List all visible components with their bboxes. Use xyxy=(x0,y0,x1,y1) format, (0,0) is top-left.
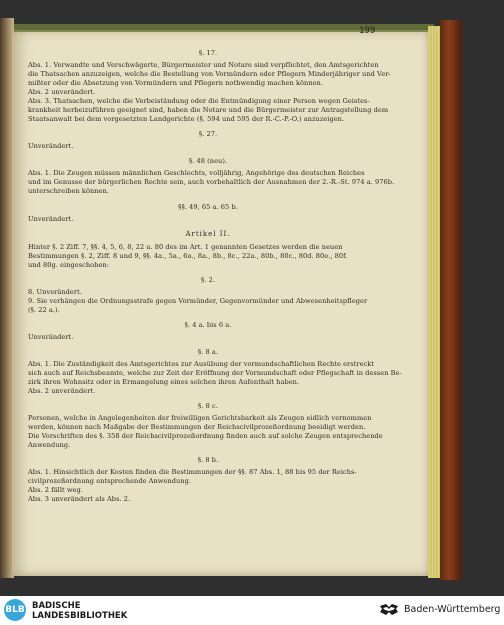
footer-bar xyxy=(0,596,504,625)
text-line: Unverändert. xyxy=(28,333,74,341)
text-line: die Thatsachen anzuzeigen, welche die Bestellung von Vormündern oder Pflegern Minderjähriger und Ver- xyxy=(28,70,391,78)
text-line: krankheit herbeizuführen geeignet sind, haben die Notare und die Bürgermeister zur Antragstellung dem xyxy=(28,106,389,114)
section-heading: §. 27. xyxy=(198,130,218,138)
text-line: 9. Sie verhängen die Ordnungsstrafe gegen Vormünder, Gegenvormünder und Abwesenheitspfleger xyxy=(28,297,368,305)
text-line: Die Vorschriften des §. 358 der Reichscivilprozeßordnung finden auch auf solche Zeugen entsprechende xyxy=(28,432,383,440)
bw-name[interactable]: Baden-Württemberg xyxy=(404,604,501,615)
section-heading: Artikel II. xyxy=(185,230,231,238)
section-heading: §. 8 b. xyxy=(197,456,219,464)
text-line: 8. Unverändert. xyxy=(28,288,82,296)
section-heading: §. 17. xyxy=(198,49,218,57)
text-line: mißter oder die Absetzung von Vormündern und Pflegern nothwendig machen können. xyxy=(28,79,324,87)
text-line: unterschreiben können. xyxy=(28,187,109,195)
text-line: und im Genusse der bürgerlichen Rechte sein, auch vorbehaltlich der Ausnahmen der 2.-R.-St. 974 a. 976b. xyxy=(28,178,395,186)
book-cover-edge xyxy=(440,20,462,580)
text-line: Abs. 2 fällt weg. xyxy=(28,486,83,494)
blb-name-line2: LANDESBIBLIOTHEK xyxy=(32,611,128,621)
section-heading: §. 8 c. xyxy=(198,402,218,410)
text-line: Abs. 1. Die Zuständigkeit des Amtsgerichtes zur Ausübung der vormundschaftlichen Rechte erstreckt xyxy=(28,360,375,368)
section-heading: §§. 49, 65 a. 65 b. xyxy=(178,203,238,211)
text-line: civilprozeßordnung entsprechende Anwendung. xyxy=(28,477,192,485)
text-line: Abs. 1. Verwandte und Verschwägerte, Bürgermeister und Notare sind verpflichtet, den Amtsgerichten xyxy=(28,61,379,69)
text-line: werden, können nach Maßgabe der Bestimmungen der Reichscivilprozeßordnung beeidigt werden. xyxy=(28,423,366,431)
text-line: Abs. 1. Die Zeugen müssen männlichen Geschlechts, volljährig, Angehörige des deutschen Reiches xyxy=(28,169,365,177)
bw-lions-icon[interactable] xyxy=(378,602,400,618)
text-line: zirk ihren Wohnsitz oder in Ermangelung eines solchen ihren Aufenthalt haben. xyxy=(28,378,300,386)
page-number: 199 xyxy=(359,26,376,36)
text-line: Abs. 2 unverändert. xyxy=(28,387,96,395)
text-line: Unverändert. xyxy=(28,142,74,150)
text-line: Staatsanwalt bei dem vorgesetzten Landgerichte (§. 594 und 595 der R.-C.-P.-O.) anzuzeigen. xyxy=(28,115,345,123)
section-heading: §. 48 (neu). xyxy=(188,157,228,165)
text-line: Abs. 3. Thatsachen, welche die Verbeiständung oder die Entmündigung einer Person wegen Geistes- xyxy=(28,97,370,105)
section-heading: §. 8 a. xyxy=(197,348,219,356)
text-line: sich auch auf Reichsbeamte, welche zur Zeit der Eröffnung der Vormundschaft oder Pflegschaft in dessen Be- xyxy=(28,369,402,377)
text-line: Abs. 2 unverändert. xyxy=(28,88,96,96)
text-line: Hinter §. 2 Ziff. 7, §§. 4, 5, 6, 8, 22 a. 80 des im Art. 1 genannten Gesetzes werden die neuen xyxy=(28,243,343,251)
text-line: Bestimmungen §. 2, Ziff. 8 und 9, §§. 4a., 5a., 6a., 8a., 8b., 8c., 22a., 80b., 80c., 80d. 80e., 80f. xyxy=(28,252,348,260)
text-line: Unverändert. xyxy=(28,215,74,223)
text-line: Abs. 1. Hinsichtlich der Kosten finden die Bestimmungen der §§. 87 Abs. 1, 88 bis 95 der Reichs- xyxy=(28,468,357,476)
text-line: Personen, welche in Angelegenheiten der freiwilligen Gerichtsbarkeit als Zeugen eidlich vernommen xyxy=(28,414,372,422)
section-heading: §. 4 a. bis 6 a. xyxy=(184,321,232,329)
section-heading: §. 2. xyxy=(200,276,216,284)
text-line: Anwendung. xyxy=(28,441,71,449)
blb-logo-icon[interactable]: BLB xyxy=(4,599,26,621)
blb-name-line1: BADISCHE xyxy=(32,601,81,611)
blb-name[interactable] xyxy=(32,601,127,621)
text-line: (§. 22 a.). xyxy=(28,306,60,314)
text-line: und 80g. eingeschoben: xyxy=(28,261,109,269)
text-line: Abs. 3 unverändert als Abs. 2. xyxy=(28,495,131,503)
